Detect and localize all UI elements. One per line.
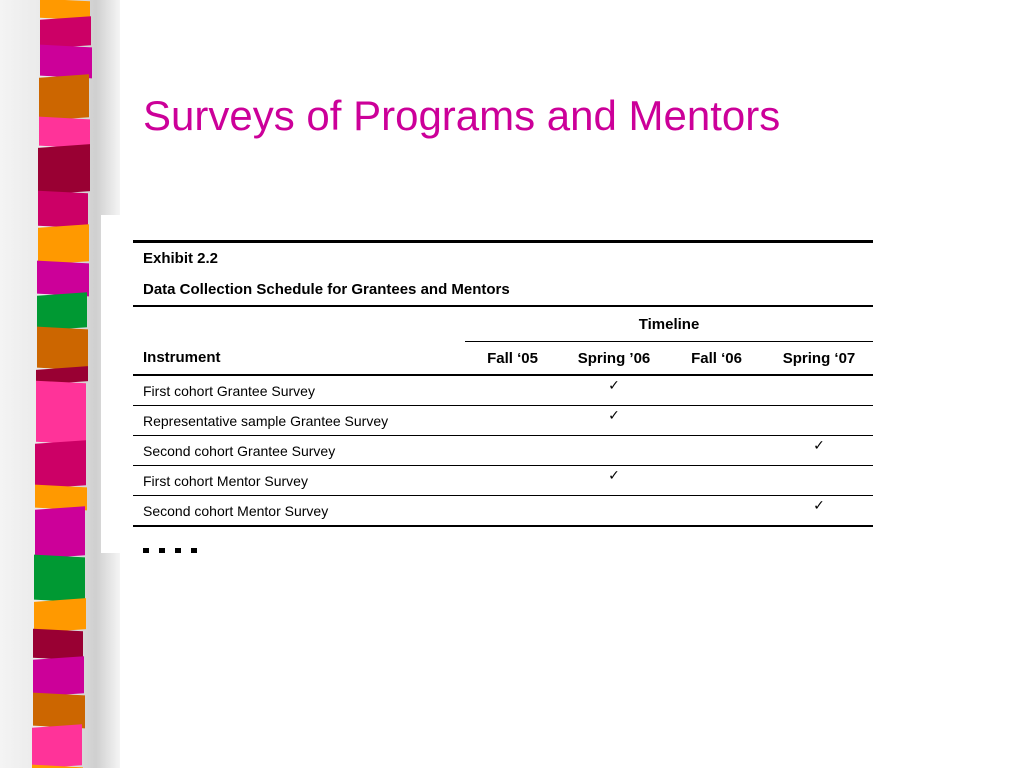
empty-cell <box>465 375 560 406</box>
schedule-table <box>133 307 873 527</box>
column-header: Fall ‘06 <box>668 342 765 376</box>
table-row <box>133 466 873 496</box>
ribbon-stripe <box>32 724 82 768</box>
empty-cell <box>668 406 765 436</box>
check-mark-cell <box>560 466 668 496</box>
column-header: Instrument <box>133 342 465 376</box>
check-mark-icon: ✓ <box>608 406 620 423</box>
column-header: Spring ’06 <box>560 342 668 376</box>
instrument-cell: Second cohort Mentor Survey <box>133 496 465 527</box>
slide-title: Surveys of Programs and Mentors <box>143 92 781 139</box>
group-header-row <box>133 307 873 342</box>
check-mark-icon: ✓ <box>813 496 825 513</box>
empty-cell <box>465 406 560 436</box>
check-mark-icon: ✓ <box>608 376 620 393</box>
ribbon-stripe <box>35 506 85 558</box>
check-mark-cell <box>765 436 873 466</box>
empty-cell <box>560 496 668 527</box>
table-row <box>133 496 873 527</box>
exhibit-label: Exhibit 2.2 <box>143 250 219 267</box>
empty-cell <box>668 466 765 496</box>
column-header: Spring ‘07 <box>765 342 873 376</box>
ribbon-stripe <box>40 16 91 49</box>
ribbon-stripe <box>33 693 85 729</box>
table-row <box>133 406 873 436</box>
ribbon-stripe <box>39 74 89 120</box>
ribbon-stripe <box>40 45 92 79</box>
ribbon-stripe <box>39 117 90 149</box>
check-mark-cell <box>560 406 668 436</box>
column-header-row <box>133 342 873 376</box>
ribbon-stripe <box>38 144 90 195</box>
empty-cell <box>668 496 765 527</box>
check-mark-cell <box>765 496 873 527</box>
exhibit-caption: Data Collection Schedule for Grantees and Mentors <box>143 281 510 298</box>
ribbon-stripe <box>34 598 86 633</box>
check-mark-cell <box>560 375 668 406</box>
empty-cell <box>765 466 873 496</box>
table-row <box>133 436 873 466</box>
cut-off-text-fragment <box>143 548 223 553</box>
empty-cell <box>465 436 560 466</box>
empty-cell <box>668 436 765 466</box>
empty-cell <box>465 496 560 527</box>
ribbon-stripe <box>38 191 88 229</box>
check-mark-icon: ✓ <box>608 466 620 483</box>
empty-cell <box>765 406 873 436</box>
ribbon-stripe <box>34 555 85 603</box>
ribbon-stripe <box>33 629 83 661</box>
ribbon-stripe <box>38 224 89 265</box>
ribbon-stripe <box>33 656 84 697</box>
instrument-cell: Representative sample Grantee Survey <box>133 406 465 436</box>
ribbon-stripe <box>35 440 86 489</box>
instrument-cell: First cohort Grantee Survey <box>133 375 465 406</box>
ribbon-stripe <box>37 292 87 330</box>
empty-cell <box>668 375 765 406</box>
instrument-cell: First cohort Mentor Survey <box>133 466 465 496</box>
ribbon-stripe <box>36 381 86 445</box>
exhibit-image <box>101 215 881 553</box>
ribbon-stripe <box>37 327 88 371</box>
check-mark-icon: ✓ <box>813 436 825 453</box>
timeline-header: Timeline <box>465 307 873 342</box>
ribbon-stripe <box>37 261 89 297</box>
empty-cell <box>465 466 560 496</box>
empty-cell <box>765 375 873 406</box>
column-header: Fall ‘05 <box>465 342 560 376</box>
instrument-cell: Second cohort Grantee Survey <box>133 436 465 466</box>
table-row <box>133 375 873 406</box>
empty-cell <box>560 436 668 466</box>
